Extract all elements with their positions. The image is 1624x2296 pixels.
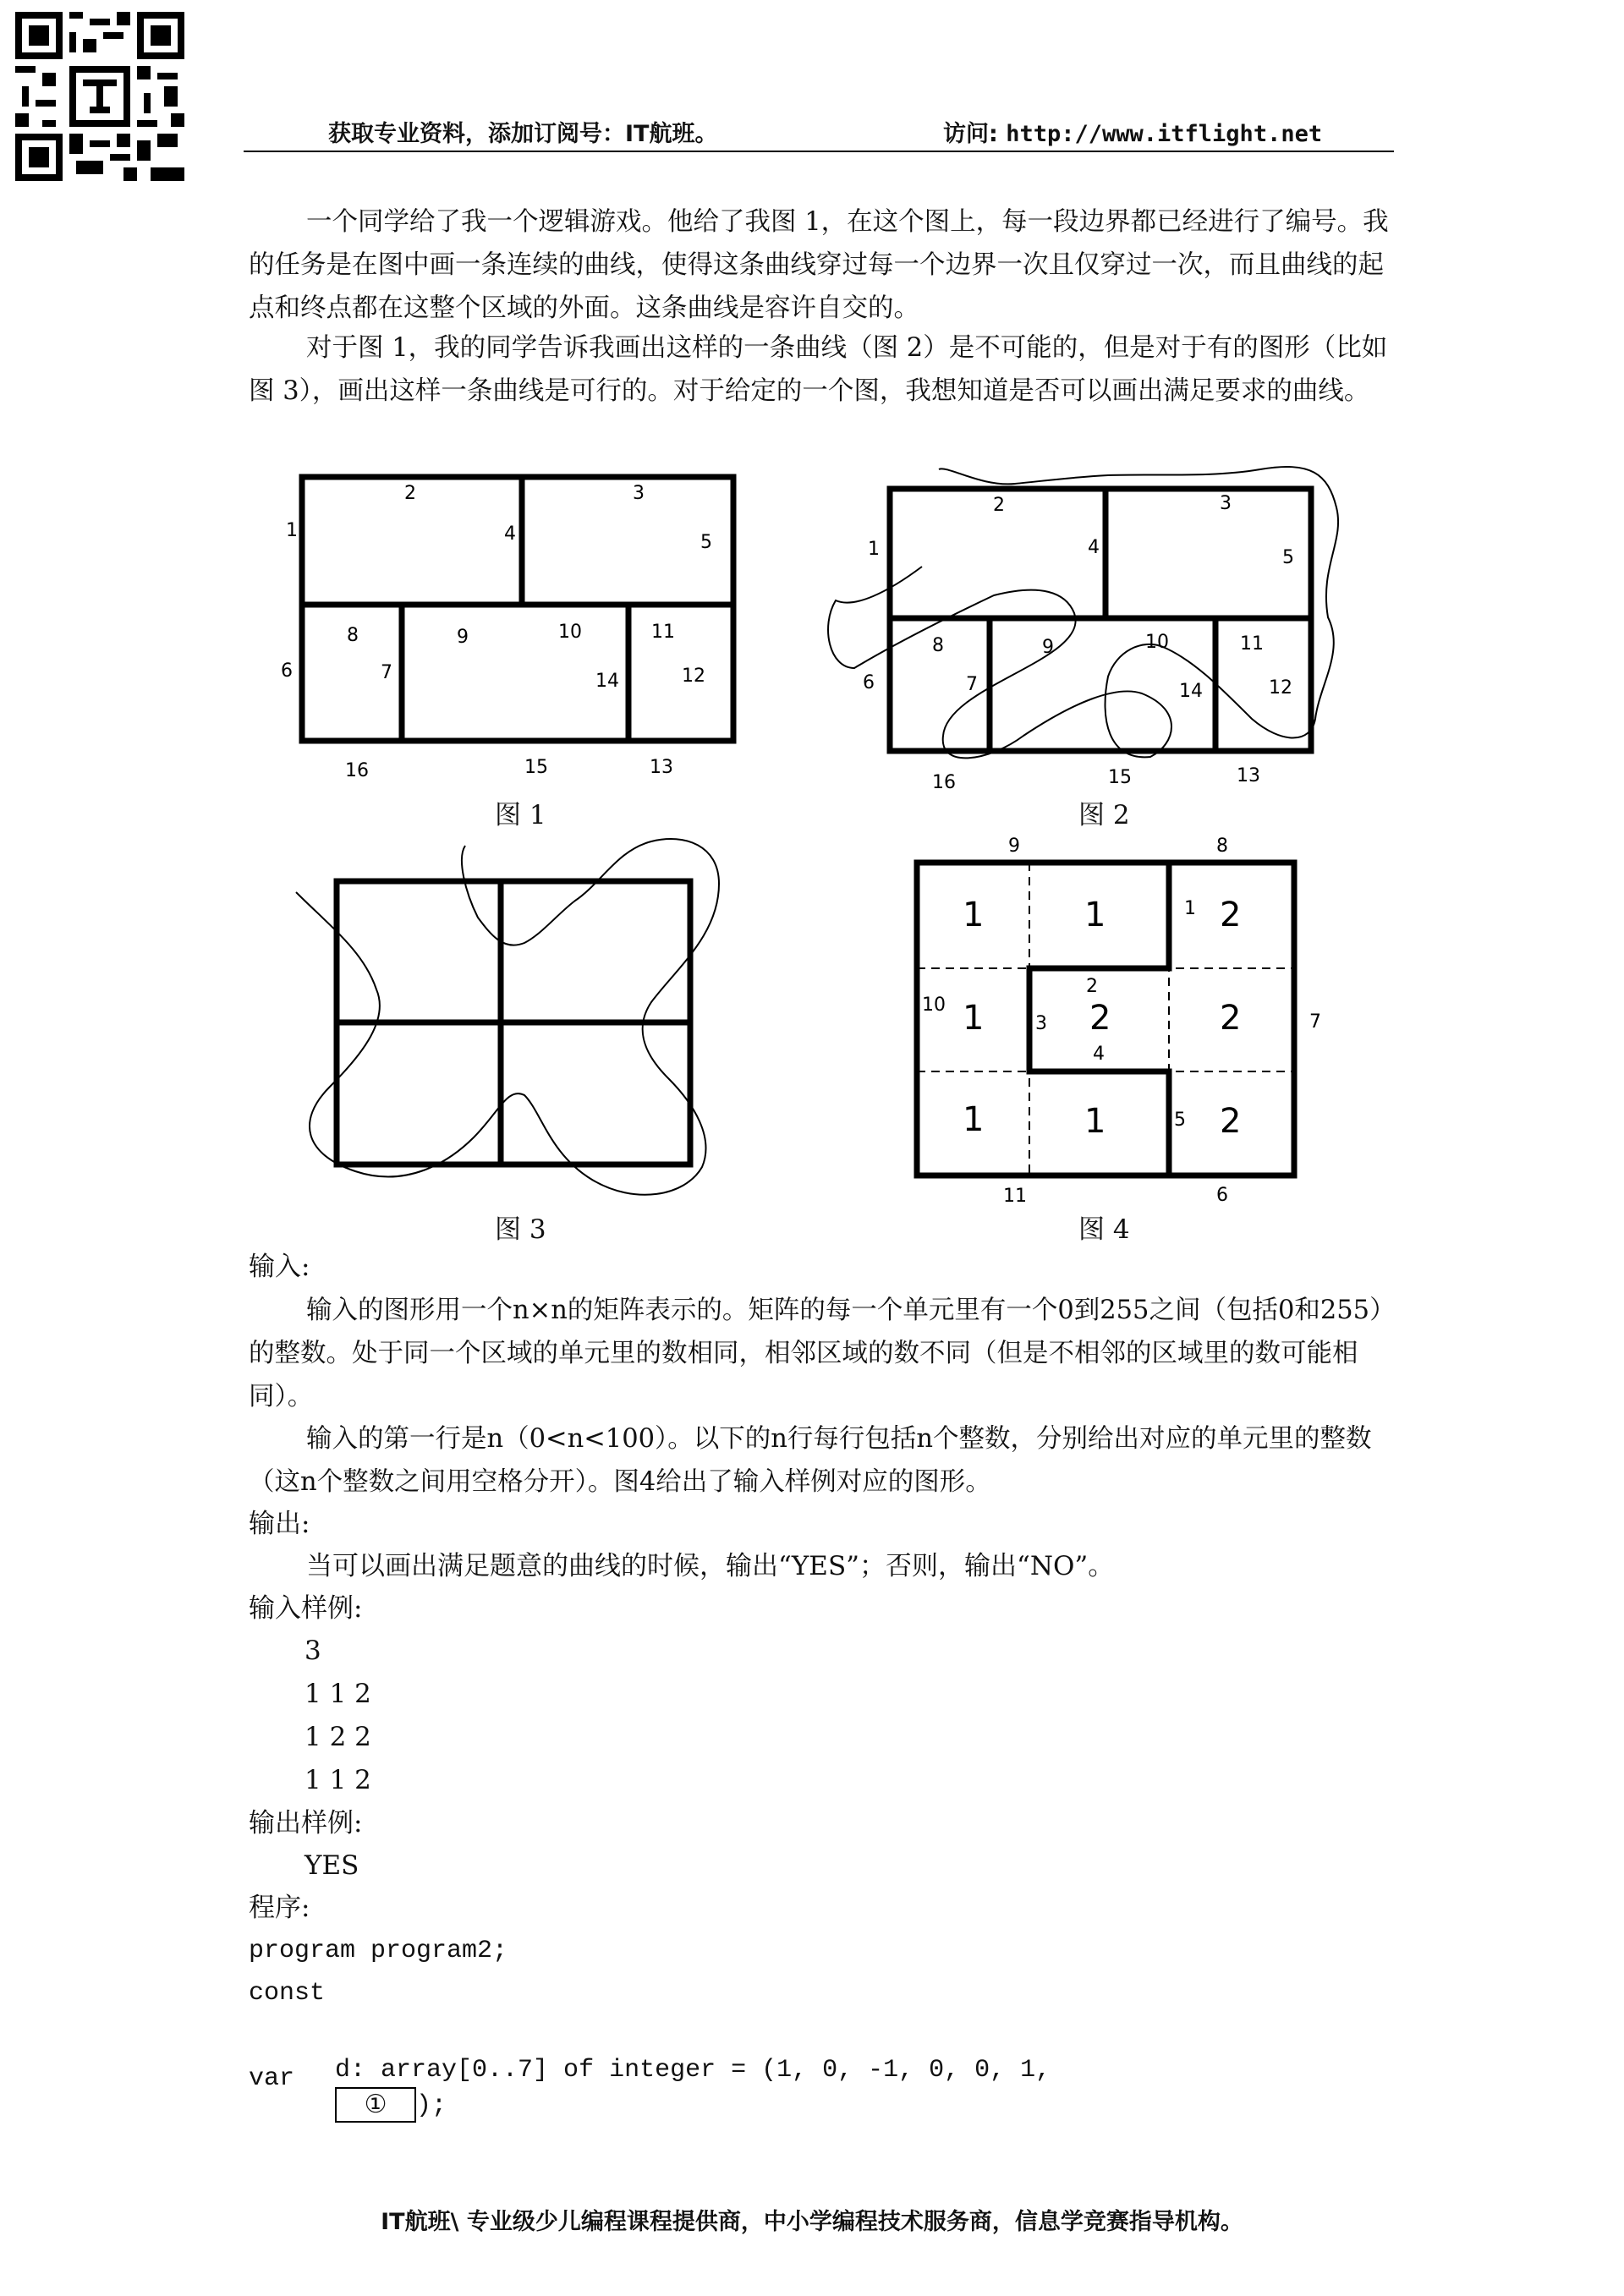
fig4-edge-label: 7 — [1309, 1011, 1321, 1033]
figure-1 — [279, 465, 787, 786]
header-subscribe-text: 获取专业资料，添加订阅号：IT航班。 — [328, 121, 718, 147]
sample-input-heading: 输入样例: — [249, 1593, 363, 1624]
fig4-edge-label: 5 — [1174, 1110, 1186, 1131]
sample-output-heading: 输出样例: — [249, 1808, 363, 1838]
fig1-label: 7 — [381, 662, 392, 683]
fig2-label: 8 — [932, 635, 944, 656]
figure-3-caption: 图 3 — [495, 1214, 546, 1245]
fig2-label: 1 — [868, 539, 880, 560]
answer-blank-box: ① — [335, 2087, 416, 2123]
figure-1-caption: 图 1 — [495, 800, 546, 830]
fig2-label: 3 — [1220, 493, 1232, 514]
fig1-label: 5 — [700, 532, 712, 553]
fig1-label: 16 — [345, 760, 369, 781]
input-paragraph-1: 输入的图形用一个n×n的矩阵表示的。矩阵的每一个单元里有一个0到255之间（包括0和255）的整数。处于同一个区域的单元里的数相同，相邻区域的数不同（但是不相邻的区域里的数可能相同）。 — [249, 1296, 1396, 1411]
program-heading: 程序: — [249, 1893, 310, 1923]
figure-3 — [279, 833, 753, 1205]
fig4-edge-label: 10 — [922, 995, 946, 1016]
sample-output-line: YES — [304, 1850, 359, 1881]
fig2-label: 9 — [1042, 637, 1054, 658]
fig1-label: 14 — [595, 671, 619, 692]
intro-paragraph-2: 对于图 1，我的同学告诉我画出这样的一条曲线（图 2）是不可能的，但是对于有的图形（比如图 3），画出这样一条曲线是可行的。对于给定的一个图，我想知道是否可以画出满足要求的曲线。 — [249, 333, 1388, 406]
fig2-label: 15 — [1108, 767, 1132, 788]
fig4-edge-label: 11 — [1003, 1186, 1027, 1205]
qr-code — [15, 12, 184, 181]
code-line-array — [304, 2019, 1051, 2123]
fig4-cell: 2 — [1220, 1102, 1242, 1141]
fig1-label: 11 — [651, 622, 675, 643]
fig1-label: 6 — [281, 660, 293, 682]
sample-input-line: 3 — [304, 1636, 321, 1666]
fig4-cell: 1 — [1084, 1102, 1106, 1141]
code-line: const — [249, 1979, 326, 2008]
fig2-label: 4 — [1088, 537, 1100, 558]
intro-paragraph-1: 一个同学给了我一个逻辑游戏。他给了我图 1，在这个图上，每一段边界都已经进行了编号。我的任务是在图中画一条连续的曲线，使得这条曲线穿过每一个边界一次且仅穿过一次，而且曲线的起点和终点都在这整个区域的外面。这条曲线是容许自交的。 — [249, 207, 1389, 323]
header-visit-label: 访问: — [943, 121, 998, 147]
sample-input-line: 1 1 2 — [304, 1765, 371, 1795]
fig1-label: 12 — [682, 666, 705, 687]
fig4-cell: 2 — [1220, 896, 1242, 934]
header-divider — [244, 151, 1394, 152]
fig1-label: 15 — [524, 757, 548, 778]
fig4-edge-label: 3 — [1035, 1013, 1047, 1034]
input-paragraph-2: 输入的第一行是n（0<n<100）。以下的n行每行包括n个整数，分别给出对应的单元里的整数（这n个整数之间用空格分开）。图4给出了输入样例对应的图形。 — [249, 1424, 1372, 1497]
fig4-cell: 1 — [963, 1100, 985, 1139]
footer-text: IT航班\ 专业级少儿编程课程提供商，中小学编程技术服务商，信息学竞赛指导机构。 — [381, 2209, 1243, 2235]
fig4-edge-label: 6 — [1216, 1185, 1228, 1205]
fig1-label: 10 — [558, 622, 582, 643]
fig4-edge-label: 9 — [1008, 836, 1020, 857]
figure-4 — [897, 833, 1353, 1205]
fig4-cell: 2 — [1089, 999, 1111, 1038]
fig4-cell: 1 — [963, 999, 985, 1038]
figure-2-caption: 图 2 — [1078, 800, 1130, 830]
figure-2 — [820, 465, 1396, 803]
code-line: var — [249, 2064, 295, 2093]
fig2-label: 7 — [966, 674, 978, 695]
fig4-cell: 1 — [1084, 896, 1106, 934]
output-paragraph: 当可以画出满足题意的曲线的时候，输出“YES”；否则，输出“NO”。 — [306, 1551, 1115, 1581]
sample-input-line: 1 2 2 — [304, 1722, 371, 1752]
fig2-label: 14 — [1179, 681, 1203, 702]
fig2-label: 6 — [863, 672, 875, 693]
fig1-label: 8 — [347, 625, 359, 646]
fig2-label: 16 — [932, 772, 956, 793]
fig4-cell: 1 — [963, 896, 985, 934]
fig2-label: 10 — [1145, 632, 1169, 653]
fig2-label: 12 — [1269, 677, 1292, 699]
input-heading: 输入: — [249, 1252, 310, 1282]
fig1-label: 3 — [633, 483, 645, 504]
fig4-edge-label: 1 — [1184, 898, 1196, 919]
fig1-label: 4 — [504, 523, 516, 545]
fig4-edge-label: 4 — [1093, 1044, 1105, 1065]
figure-4-caption: 图 4 — [1078, 1214, 1130, 1245]
fig1-label: 13 — [650, 757, 673, 778]
fig4-cell: 2 — [1220, 999, 1242, 1038]
fig2-label: 5 — [1282, 547, 1294, 568]
code-array-end: ); — [416, 2091, 447, 2120]
output-heading: 输出: — [249, 1509, 310, 1539]
fig4-edge-label: 8 — [1216, 836, 1228, 857]
fig2-label: 2 — [993, 495, 1005, 516]
fig2-label: 13 — [1237, 765, 1260, 786]
fig4-edge-label: 2 — [1086, 976, 1098, 997]
fig1-label: 1 — [286, 520, 298, 541]
fig1-label: 2 — [404, 483, 416, 504]
header-url-link[interactable]: http://www.itflight.net — [1006, 121, 1323, 147]
fig1-label: 9 — [457, 627, 469, 648]
sample-input-line: 1 1 2 — [304, 1679, 371, 1709]
fig2-label: 11 — [1240, 633, 1264, 655]
code-line: program program2; — [249, 1937, 508, 1965]
code-array-decl: d: array[0..7] of integer = (1, 0, -1, 0, 0, 1, — [335, 2056, 1051, 2085]
header-visit — [943, 115, 1322, 148]
